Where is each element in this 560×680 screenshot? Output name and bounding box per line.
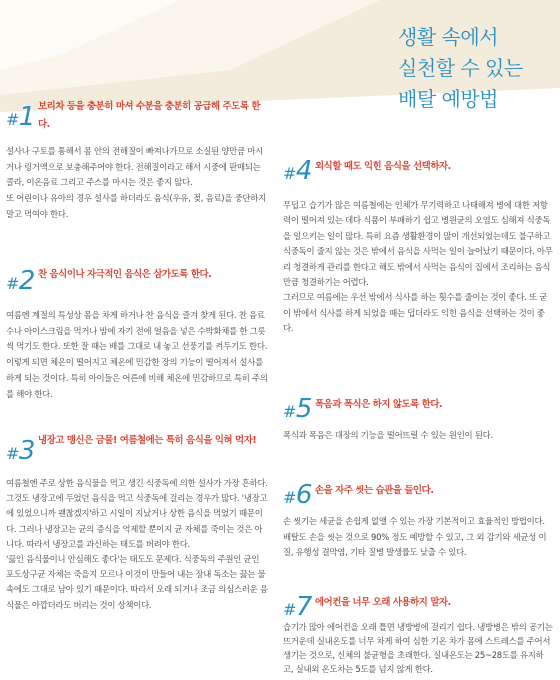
hash-mark: # <box>283 164 296 183</box>
number-digit: 7 <box>295 592 312 622</box>
tip-section-6 <box>283 476 553 561</box>
section-heading-text: 보리차 등을 충분히 마셔 수분을 충분히 공급해 주도록 한다. <box>38 101 261 130</box>
hash-mark: # <box>6 110 19 129</box>
tip-section-2 <box>6 262 268 402</box>
hash-mark: # <box>283 402 296 421</box>
paragraph: 습기가 많아 에어컨을 오래 틀면 냉방병에 걸리기 쉽다. 냉방병은 밖의 공기는 뜨거운데 실내온도를 너무 차게 하여 심한 기온 차가 몸에 스트레스를 주어서 생기는 것으로, 신체의 불균형을 초래한다. 실내온도는 25~28도를 유지하고, 실내외 온도차는 5도를 넘지 않게 한다. <box>283 622 553 674</box>
tip-section-4 <box>283 152 553 337</box>
paragraph: '끓인 음식물이니 안심해도 좋다'는 태도도 문제다. 식중독의 주원인 균인 포도상구균 자체는 죽을지 모르나 이것이 만들어 내는 장내 독소는 끓는 물속에도 그대로 남아 있기 때문이다. 따라서 오래 되거나 조금 의심스러운 음식물은 아깝더라도 버리는 것이 상책이다. <box>6 554 268 610</box>
section-number <box>6 436 35 466</box>
section-heading-text: 찬 음식이나 자극적인 음식은 삼가도록 한다. <box>38 269 212 280</box>
section-heading <box>6 98 268 138</box>
section-body <box>283 620 553 676</box>
hash-mark: # <box>6 274 19 293</box>
paragraph: 또 어린이나 유아의 경우 설사를 하더라도 음식(우유, 젖, 음료)을 중단하지 말고 먹여야 한다. <box>6 193 266 219</box>
section-heading <box>283 588 553 620</box>
section-heading <box>283 476 553 510</box>
tip-section-7 <box>283 588 553 676</box>
paragraph: 여름철엔 주로 상한 음식물을 먹고 생긴 식중독에 의한 설사가 가장 흔하다. 그것도 냉장고에 두었던 음식을 먹고 식중독에 걸리는 경우가 많다. '냉장고에 있었으니까 괜찮겠지'하고 시일이 지났거나 상한 음식을 먹었기 때문이다. 그러나 냉장고는 균의 증식을 억제할 뿐이지 균 자체를 죽이는 것은 아니다. 따라서 냉장고를 과신하는 태도를 버려야 한다. <box>6 478 268 549</box>
paragraph: 설사나 구토를 통해서 몸 안의 전해질이 빠져나가므로 소실된 양만큼 마시거나 링거액으로 보충해주어야 한다. 전해질이라고 해서 시중에 판매되는 콜라, 이온음료 그리고 주스를 마시는 것은 좋지 않다. <box>6 146 263 188</box>
section-heading-text: 폭음과 폭식은 하지 않도록 한다. <box>315 399 443 410</box>
section-number <box>283 592 312 622</box>
section-heading-text: 손을 자주 씻는 습관을 들인다. <box>315 485 434 496</box>
number-digit: 3 <box>18 436 35 466</box>
section-body <box>6 476 268 613</box>
section-number <box>283 480 312 510</box>
section-heading-text: 외식할 때도 익힌 음식을 선택하자. <box>315 161 451 172</box>
hash-mark: # <box>283 488 296 507</box>
banner-title-line-3: 배탈 예방법 <box>398 87 498 111</box>
paragraph: 그러므로 여름에는 우선 밖에서 식사를 하는 횟수를 줄이는 것이 좋다. 또 굳이 밖에서 식사를 하게 되었을 때는 덥더라도 익힌 음식을 선택하는 것이 좋다. <box>283 292 548 334</box>
banner-title-line-2: 실천할 수 있는 <box>398 56 523 80</box>
hash-mark: # <box>6 444 19 463</box>
section-heading <box>6 432 268 472</box>
banner-title <box>398 22 548 115</box>
number-digit: 6 <box>295 480 312 510</box>
section-heading-text: 에어컨을 너무 오래 사용하지 말자. <box>315 597 451 608</box>
paragraph: 손 씻기는 세균을 손쉽게 없앨 수 있는 가장 기본적이고 효율적인 방법이다. 배탈도 손을 씻는 것으로 90% 정도 예방할 수 있고, 그 외 감기와 세균성 이질, 유행성 결막염, 기타 질병 발생률도 낮출 수 있다. <box>283 516 547 558</box>
section-heading <box>6 262 268 302</box>
section-body <box>283 428 553 444</box>
paragraph: 폭식과 폭음은 대장의 기능을 떨어뜨릴 수 있는 원인이 된다. <box>283 430 493 440</box>
tip-section-3 <box>6 432 268 613</box>
section-number <box>283 394 312 424</box>
banner-title-line-1: 생활 속에서 <box>398 25 498 49</box>
number-digit: 2 <box>18 266 35 296</box>
section-number <box>6 102 35 132</box>
section-body <box>283 198 553 337</box>
section-body <box>6 144 268 223</box>
tip-section-5 <box>283 390 553 444</box>
section-number <box>283 156 312 186</box>
number-digit: 4 <box>295 156 312 186</box>
tip-section-1 <box>6 98 268 223</box>
paragraph: 무덥고 습기가 많은 여름철에는 인체가 무기력하고 나태해져 병에 대한 저항력이 떨어져 있는 데다 식품이 부패하기 쉽고 병원균의 오염도 심해져 식중독을 일으키는 일이 많다. 특히 요즘 생활환경이 많이 개선되었는데도 불구하고 식중독이 줄지 않는 것은 밖에서 음식을 사먹는 일이 늘어났기 때문이다. 아무리 청결하게 관리를 한다고 해도 밖에서 사먹는 음식이 집에서 조리하는 음식만큼 청결하기는 어렵다. <box>283 200 553 288</box>
section-heading-text: 냉장고 맹신은 금물! 여름철에는 특히 음식을 익혀 먹자! <box>38 435 257 446</box>
section-number <box>6 266 35 296</box>
number-digit: 1 <box>18 102 35 132</box>
section-body <box>6 308 268 402</box>
number-digit: 5 <box>295 394 312 424</box>
hash-mark: # <box>283 600 296 619</box>
paragraph: 여름엔 계절의 특성상 몸을 차게 하거나 찬 음식을 즐겨 찾게 된다. 찬 음료수나 아이스크림을 먹거나 밤에 자기 전에 얼음을 넣은 수박화채를 한 그릇씩 먹기도 한다. 또한 잘 때는 배를 그대로 내 놓고 선풍기를 켜두기도 한다. 이렇게 되면 체온이 떨어지고 체온에 민감한 장의 기능이 떨어져서 설사를 하게 되는 것이다. 특히 아이들은 어른에 비해 체온에 민감하므로 특히 주의를 해야 한다. <box>6 310 268 399</box>
section-heading <box>283 390 553 422</box>
section-body <box>283 514 553 561</box>
section-heading <box>283 152 553 192</box>
